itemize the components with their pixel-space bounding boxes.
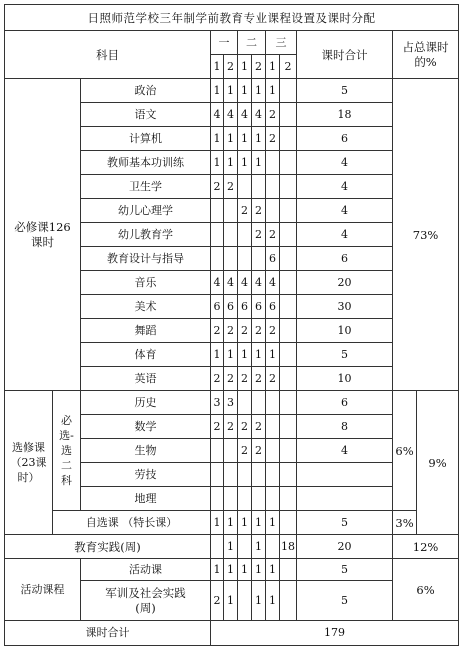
course-hours-cell: [266, 415, 280, 439]
course-total: 18: [297, 103, 393, 127]
term-header: 2: [280, 55, 297, 79]
self-select-hours-cell: 1: [224, 511, 238, 535]
course-total: 4: [297, 439, 393, 463]
course-hours-cell: [266, 175, 280, 199]
course-hours-cell: [238, 487, 252, 511]
course-hours-cell: 1: [211, 79, 224, 103]
course-hours-cell: [266, 463, 280, 487]
term-header: 1: [266, 55, 280, 79]
course-hours-cell: [238, 247, 252, 271]
course-hours-cell: [280, 439, 297, 463]
self-select-hours-cell: 1: [252, 511, 266, 535]
course-hours-cell: 2: [211, 319, 224, 343]
course-total: [297, 487, 393, 511]
course-hours-cell: 1: [252, 151, 266, 175]
course-hours-cell: 1: [224, 79, 238, 103]
course-hours-cell: [211, 199, 224, 223]
course-hours-cell: [280, 247, 297, 271]
course-name: 教师基本功训练: [81, 151, 211, 175]
course-hours-cell: 1: [252, 343, 266, 367]
course-total: 6: [297, 391, 393, 415]
course-total: 6: [297, 127, 393, 151]
course-name: 劳技: [81, 463, 211, 487]
course-hours-cell: [211, 247, 224, 271]
course-hours-cell: 2: [266, 223, 280, 247]
elective-group-label: 必选-选二科: [53, 391, 81, 511]
table-title: 日照师范学校三年制学前教育专业课程设置及课时分配: [5, 5, 459, 31]
course-hours-cell: [280, 463, 297, 487]
course-hours-cell: [224, 487, 238, 511]
activity-category-label: 活动课程: [5, 559, 81, 621]
activity-hours-cell: 1: [224, 581, 238, 621]
course-hours-cell: 2: [211, 415, 224, 439]
course-hours-cell: 1: [211, 343, 224, 367]
course-hours-cell: [280, 271, 297, 295]
course-hours-cell: 6: [211, 295, 224, 319]
course-total: 4: [297, 199, 393, 223]
course-hours-cell: [280, 295, 297, 319]
total-hours-header: 课时合计: [297, 31, 393, 79]
course-hours-cell: 2: [252, 319, 266, 343]
course-total: 4: [297, 175, 393, 199]
course-total: 8: [297, 415, 393, 439]
course-hours-cell: [280, 343, 297, 367]
grand-total-label: 课时合计: [5, 621, 211, 646]
course-hours-cell: 4: [252, 103, 266, 127]
course-hours-cell: 6: [238, 295, 252, 319]
self-select-hours-cell: 1: [238, 511, 252, 535]
course-hours-cell: 4: [252, 271, 266, 295]
course-hours-cell: 4: [224, 271, 238, 295]
course-hours-cell: 1: [224, 151, 238, 175]
self-select-percent: 3%: [393, 511, 417, 535]
elective-total-percent: 9%: [417, 391, 459, 535]
term-header: 2: [252, 55, 266, 79]
course-hours-cell: 2: [211, 175, 224, 199]
course-hours-cell: [266, 487, 280, 511]
course-hours-cell: 2: [238, 367, 252, 391]
course-total: [297, 463, 393, 487]
year-header: 三: [266, 31, 297, 55]
required-category-label: 必修课126课时: [5, 79, 81, 391]
course-hours-cell: 2: [266, 127, 280, 151]
course-hours-cell: [280, 103, 297, 127]
course-hours-cell: 6: [252, 295, 266, 319]
activity-hours-cell: 1: [238, 559, 252, 581]
course-hours-cell: [280, 487, 297, 511]
practice-hours-cell: [266, 535, 280, 559]
self-select-name: 自选课 （特长课）: [53, 511, 211, 535]
subject-header: 科目: [5, 31, 211, 79]
term-header: 1: [238, 55, 252, 79]
course-name: 语文: [81, 103, 211, 127]
course-hours-cell: 6: [224, 295, 238, 319]
practice-hours-cell: 18: [280, 535, 297, 559]
practice-hours-cell: 1: [252, 535, 266, 559]
course-hours-cell: 3: [211, 391, 224, 415]
course-hours-cell: 1: [224, 343, 238, 367]
course-hours-cell: 2: [224, 319, 238, 343]
course-name: 数学: [81, 415, 211, 439]
course-name: 军训及社会实践(周): [81, 581, 211, 621]
course-hours-cell: [224, 199, 238, 223]
course-total: 5: [297, 79, 393, 103]
course-hours-cell: [252, 391, 266, 415]
course-hours-cell: 2: [238, 199, 252, 223]
course-name: 卫生学: [81, 175, 211, 199]
course-hours-cell: 6: [266, 247, 280, 271]
course-hours-cell: 4: [238, 271, 252, 295]
course-hours-cell: 1: [211, 127, 224, 151]
course-hours-cell: 2: [252, 439, 266, 463]
course-hours-cell: 1: [266, 343, 280, 367]
course-hours-cell: [266, 439, 280, 463]
course-hours-cell: 2: [266, 367, 280, 391]
course-total: 30: [297, 295, 393, 319]
self-select-hours-cell: 1: [266, 511, 280, 535]
elective-group-percent: 6%: [393, 391, 417, 511]
course-hours-cell: 2: [252, 223, 266, 247]
course-total: 10: [297, 367, 393, 391]
course-name: 幼儿心理学: [81, 199, 211, 223]
practice-hours-cell: [238, 535, 252, 559]
course-hours-cell: [252, 247, 266, 271]
course-hours-cell: [280, 79, 297, 103]
course-hours-cell: 1: [211, 151, 224, 175]
course-hours-cell: 3: [224, 391, 238, 415]
activity-hours-cell: 1: [252, 581, 266, 621]
activity-hours-cell: 1: [211, 559, 224, 581]
course-hours-cell: 1: [252, 127, 266, 151]
course-hours-cell: 4: [266, 271, 280, 295]
course-hours-cell: 2: [224, 175, 238, 199]
course-hours-cell: [224, 439, 238, 463]
activity-hours-cell: 1: [266, 559, 280, 581]
course-hours-cell: 1: [252, 79, 266, 103]
course-hours-cell: [211, 487, 224, 511]
activity-hours-cell: [280, 581, 297, 621]
course-total: 10: [297, 319, 393, 343]
course-hours-cell: [280, 199, 297, 223]
course-name: 音乐: [81, 271, 211, 295]
self-select-hours-cell: 1: [211, 511, 224, 535]
practice-name: 教育实践(周): [5, 535, 211, 559]
course-hours-cell: [211, 463, 224, 487]
course-name: 体育: [81, 343, 211, 367]
course-hours-cell: [252, 463, 266, 487]
course-hours-cell: 6: [266, 295, 280, 319]
course-hours-cell: [280, 391, 297, 415]
course-hours-cell: [266, 391, 280, 415]
term-header: 2: [224, 55, 238, 79]
course-hours-cell: 2: [238, 319, 252, 343]
course-hours-cell: 4: [211, 103, 224, 127]
course-name: 生物: [81, 439, 211, 463]
course-hours-cell: [238, 391, 252, 415]
activity-hours-cell: 1: [252, 559, 266, 581]
practice-hours-cell: 1: [224, 535, 238, 559]
course-hours-cell: [280, 175, 297, 199]
term-header: 1: [211, 55, 224, 79]
activity-percent: 6%: [393, 559, 459, 621]
activity-hours-cell: 1: [266, 581, 280, 621]
course-hours-cell: [252, 175, 266, 199]
course-hours-cell: 2: [224, 367, 238, 391]
activity-hours-cell: 1: [224, 559, 238, 581]
course-hours-cell: [266, 199, 280, 223]
course-hours-cell: [252, 487, 266, 511]
course-total: 5: [297, 581, 393, 621]
course-hours-cell: 2: [266, 103, 280, 127]
course-name: 历史: [81, 391, 211, 415]
year-header: 一: [211, 31, 238, 55]
course-name: 幼儿教育学: [81, 223, 211, 247]
course-name: 活动课: [81, 559, 211, 581]
course-hours-cell: [211, 223, 224, 247]
course-hours-cell: 2: [266, 319, 280, 343]
course-hours-cell: 1: [266, 79, 280, 103]
grand-total-value: 179: [211, 621, 459, 646]
practice-hours-cell: [211, 535, 224, 559]
course-hours-cell: [224, 223, 238, 247]
activity-hours-cell: 2: [211, 581, 224, 621]
course-hours-cell: 2: [238, 415, 252, 439]
course-name: 地理: [81, 487, 211, 511]
year-header: 二: [238, 31, 266, 55]
course-hours-cell: 1: [238, 127, 252, 151]
course-hours-cell: [224, 247, 238, 271]
course-total: 4: [297, 223, 393, 247]
course-hours-cell: [280, 151, 297, 175]
course-hours-cell: 2: [224, 415, 238, 439]
course-total: 5: [297, 559, 393, 581]
course-hours-cell: 1: [238, 343, 252, 367]
course-name: 计算机: [81, 127, 211, 151]
course-hours-cell: 2: [252, 367, 266, 391]
course-total: 5: [297, 343, 393, 367]
course-total: 6: [297, 247, 393, 271]
elective-category-label: 选修课（23课时）: [5, 391, 53, 535]
practice-percent: 12%: [393, 535, 459, 559]
course-name: 美术: [81, 295, 211, 319]
course-name: 舞蹈: [81, 319, 211, 343]
course-hours-cell: 4: [224, 103, 238, 127]
course-hours-cell: 1: [224, 127, 238, 151]
self-select-hours-cell: [280, 511, 297, 535]
course-name: 英语: [81, 367, 211, 391]
course-name: 教育设计与指导: [81, 247, 211, 271]
course-hours-cell: [238, 223, 252, 247]
course-hours-cell: 2: [252, 415, 266, 439]
course-hours-cell: [211, 439, 224, 463]
course-hours-cell: [280, 367, 297, 391]
required-percent: 73%: [393, 79, 459, 391]
course-hours-cell: 4: [238, 103, 252, 127]
self-select-total: 5: [297, 511, 393, 535]
course-hours-cell: [238, 463, 252, 487]
course-total: 20: [297, 271, 393, 295]
activity-hours-cell: [280, 559, 297, 581]
course-hours-cell: [280, 319, 297, 343]
course-hours-cell: 2: [252, 199, 266, 223]
course-hours-cell: 4: [211, 271, 224, 295]
course-hours-cell: 1: [238, 79, 252, 103]
course-hours-cell: [266, 151, 280, 175]
course-hours-cell: [280, 127, 297, 151]
course-hours-cell: [280, 223, 297, 247]
course-hours-cell: 2: [211, 367, 224, 391]
course-hours-cell: 2: [238, 439, 252, 463]
course-name: 政治: [81, 79, 211, 103]
course-hours-cell: 1: [238, 151, 252, 175]
practice-total: 20: [297, 535, 393, 559]
percent-header: 占总课时的%: [393, 31, 459, 79]
course-total: 4: [297, 151, 393, 175]
curriculum-table: [4, 4, 459, 646]
course-hours-cell: [238, 175, 252, 199]
activity-hours-cell: [238, 581, 252, 621]
course-hours-cell: [280, 415, 297, 439]
course-hours-cell: [224, 463, 238, 487]
